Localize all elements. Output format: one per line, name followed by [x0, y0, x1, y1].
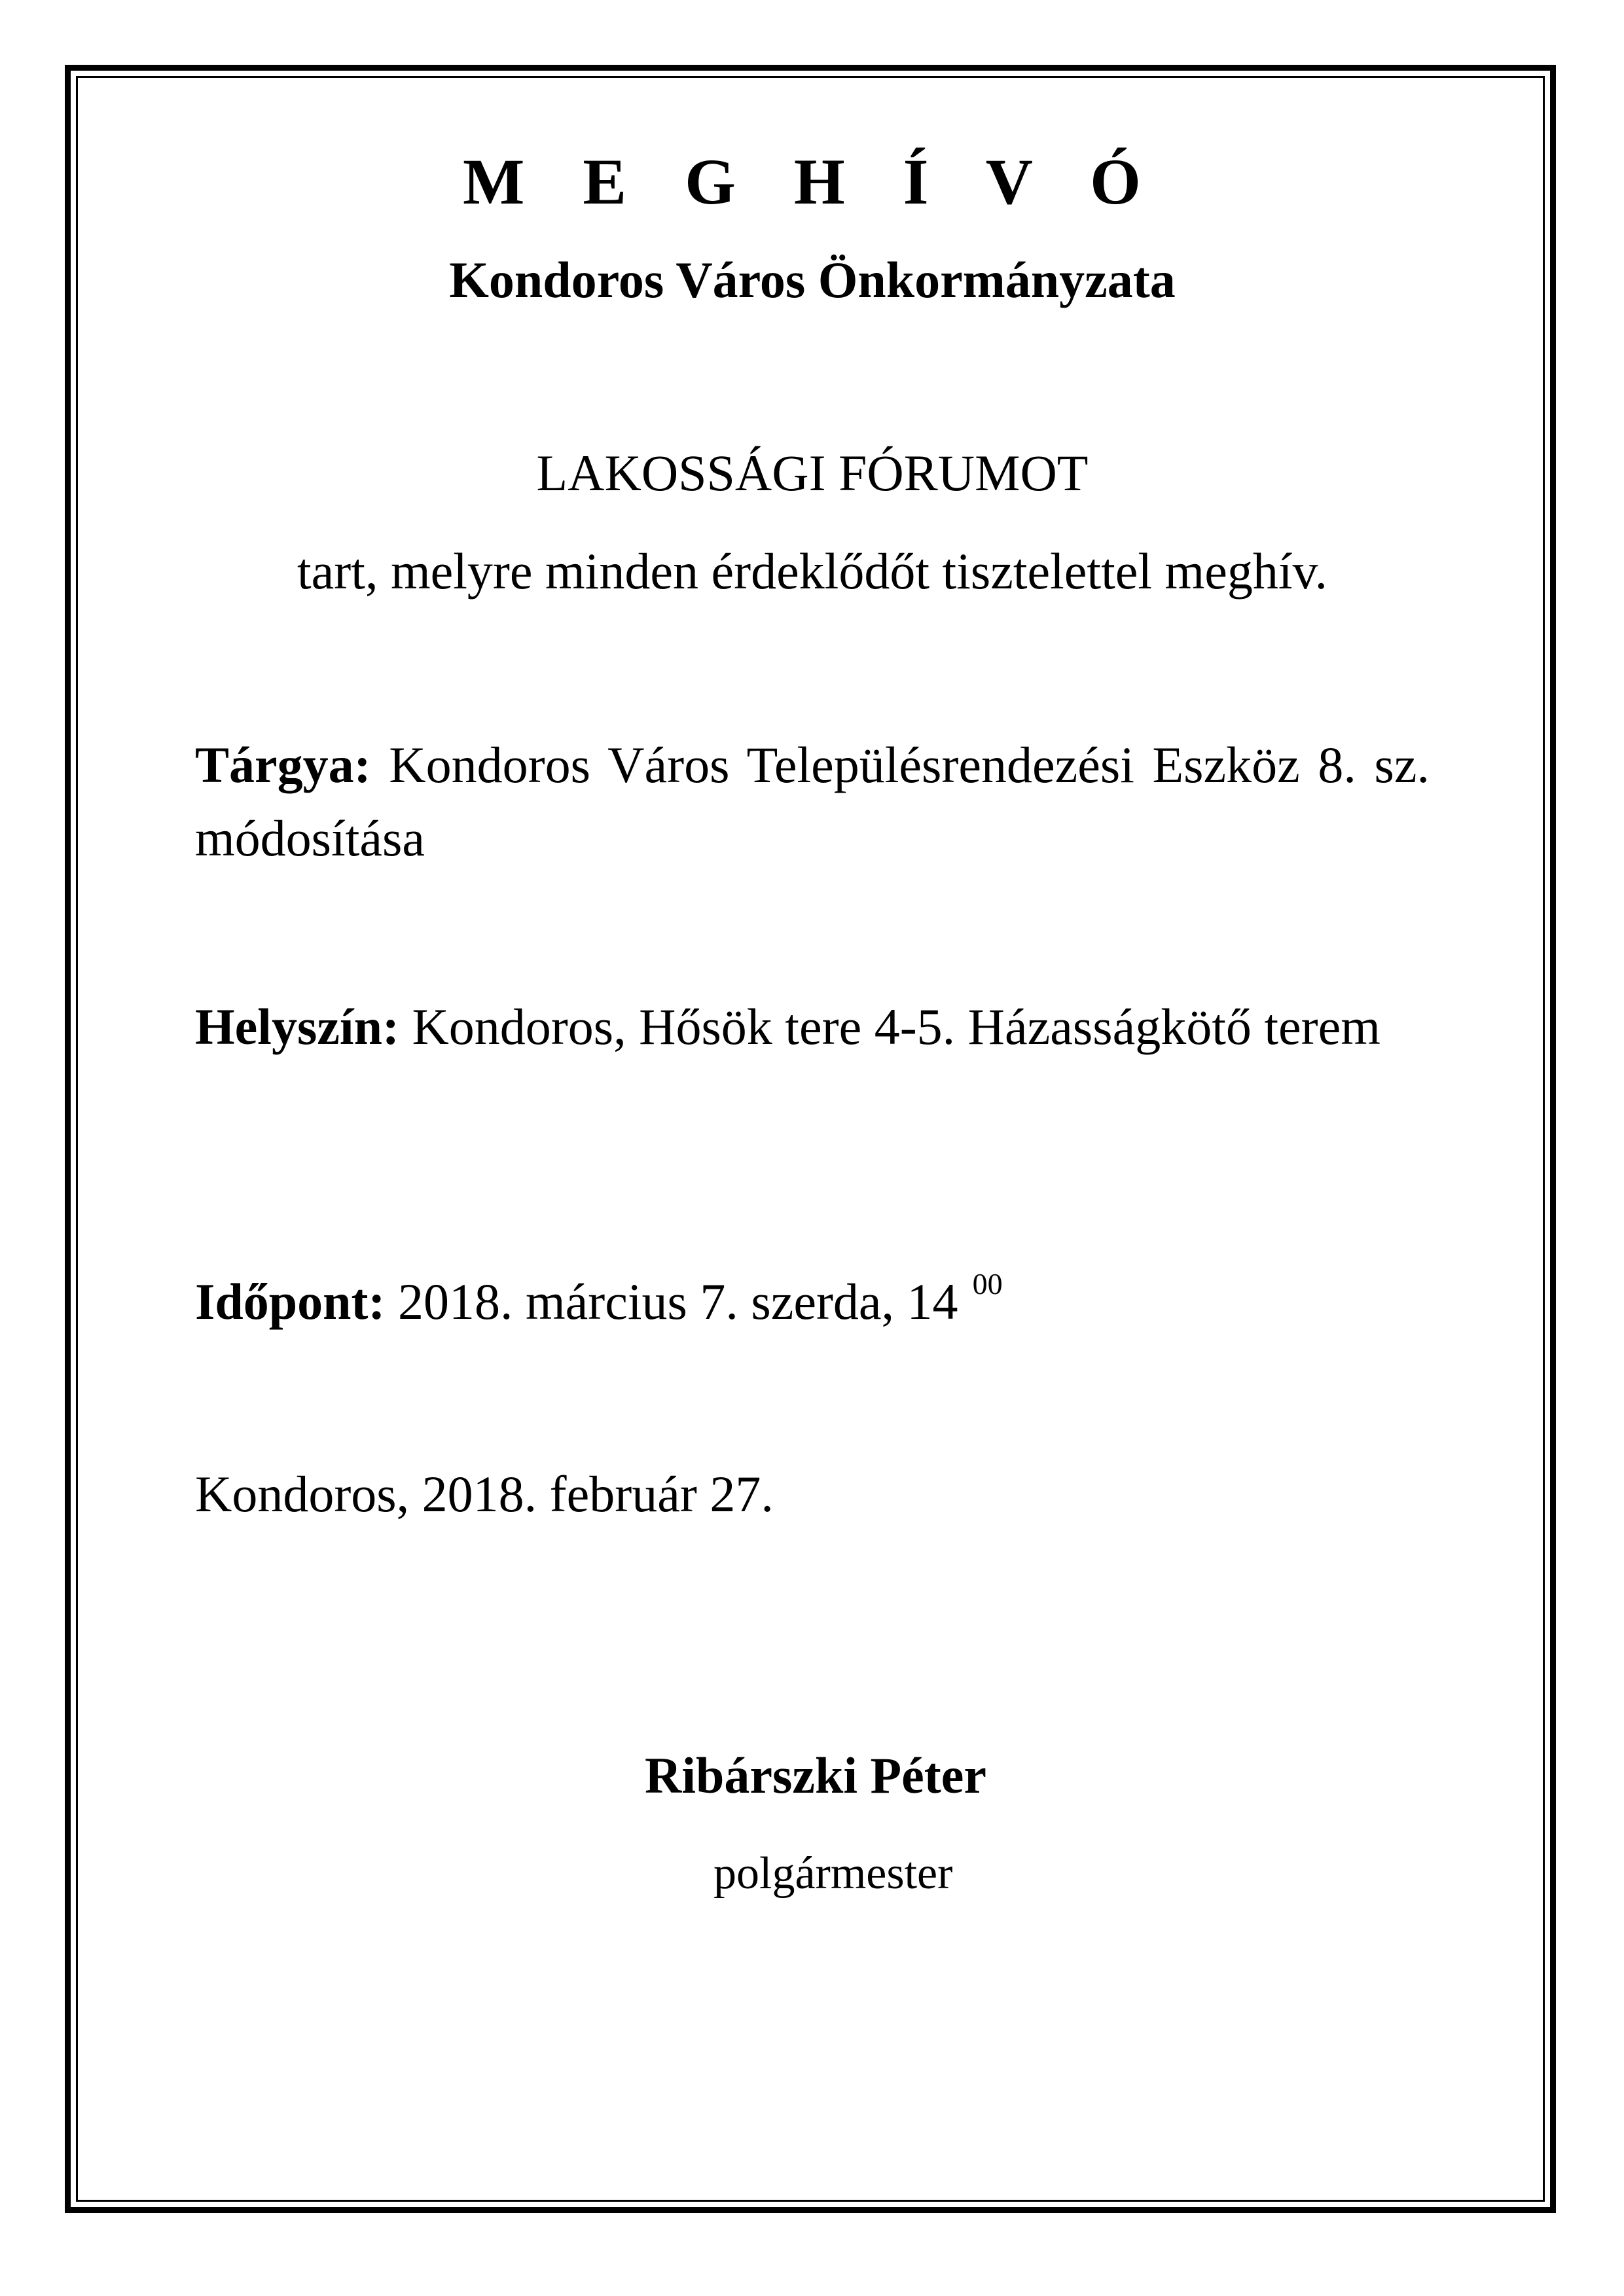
location-field [195, 990, 1430, 1064]
subject-label: Tárgya: [195, 736, 371, 793]
time-value: 2018. március 7. szerda, 14 [397, 1273, 958, 1330]
subject-field [195, 728, 1430, 875]
location-value: Kondoros, Hősök tere 4-5. Házasságkötő terem [412, 998, 1380, 1055]
organization-name: Kondoros Város Önkormányzata [449, 251, 1176, 308]
time-label: Időpont: [195, 1273, 386, 1330]
invitation-text: tart, melyre minden érdeklődőt tisztelettel meghív. [297, 543, 1327, 600]
place-and-date: Kondoros, 2018. február 27. [195, 1465, 774, 1522]
location-label: Helyszín: [195, 998, 399, 1055]
signer-name: Ribárszki Péter [645, 1747, 987, 1804]
document-title: M E G H Í V Ó [463, 145, 1162, 218]
event-name: LAKOSSÁGI FÓRUMOT [536, 444, 1089, 501]
subject-value: Kondoros Város Településrendezési Eszköz 8. sz. módosítása [195, 736, 1430, 867]
signer-title: polgármester [713, 1848, 953, 1899]
time-field [195, 1265, 1430, 1338]
time-minutes: 00 [972, 1267, 1003, 1300]
